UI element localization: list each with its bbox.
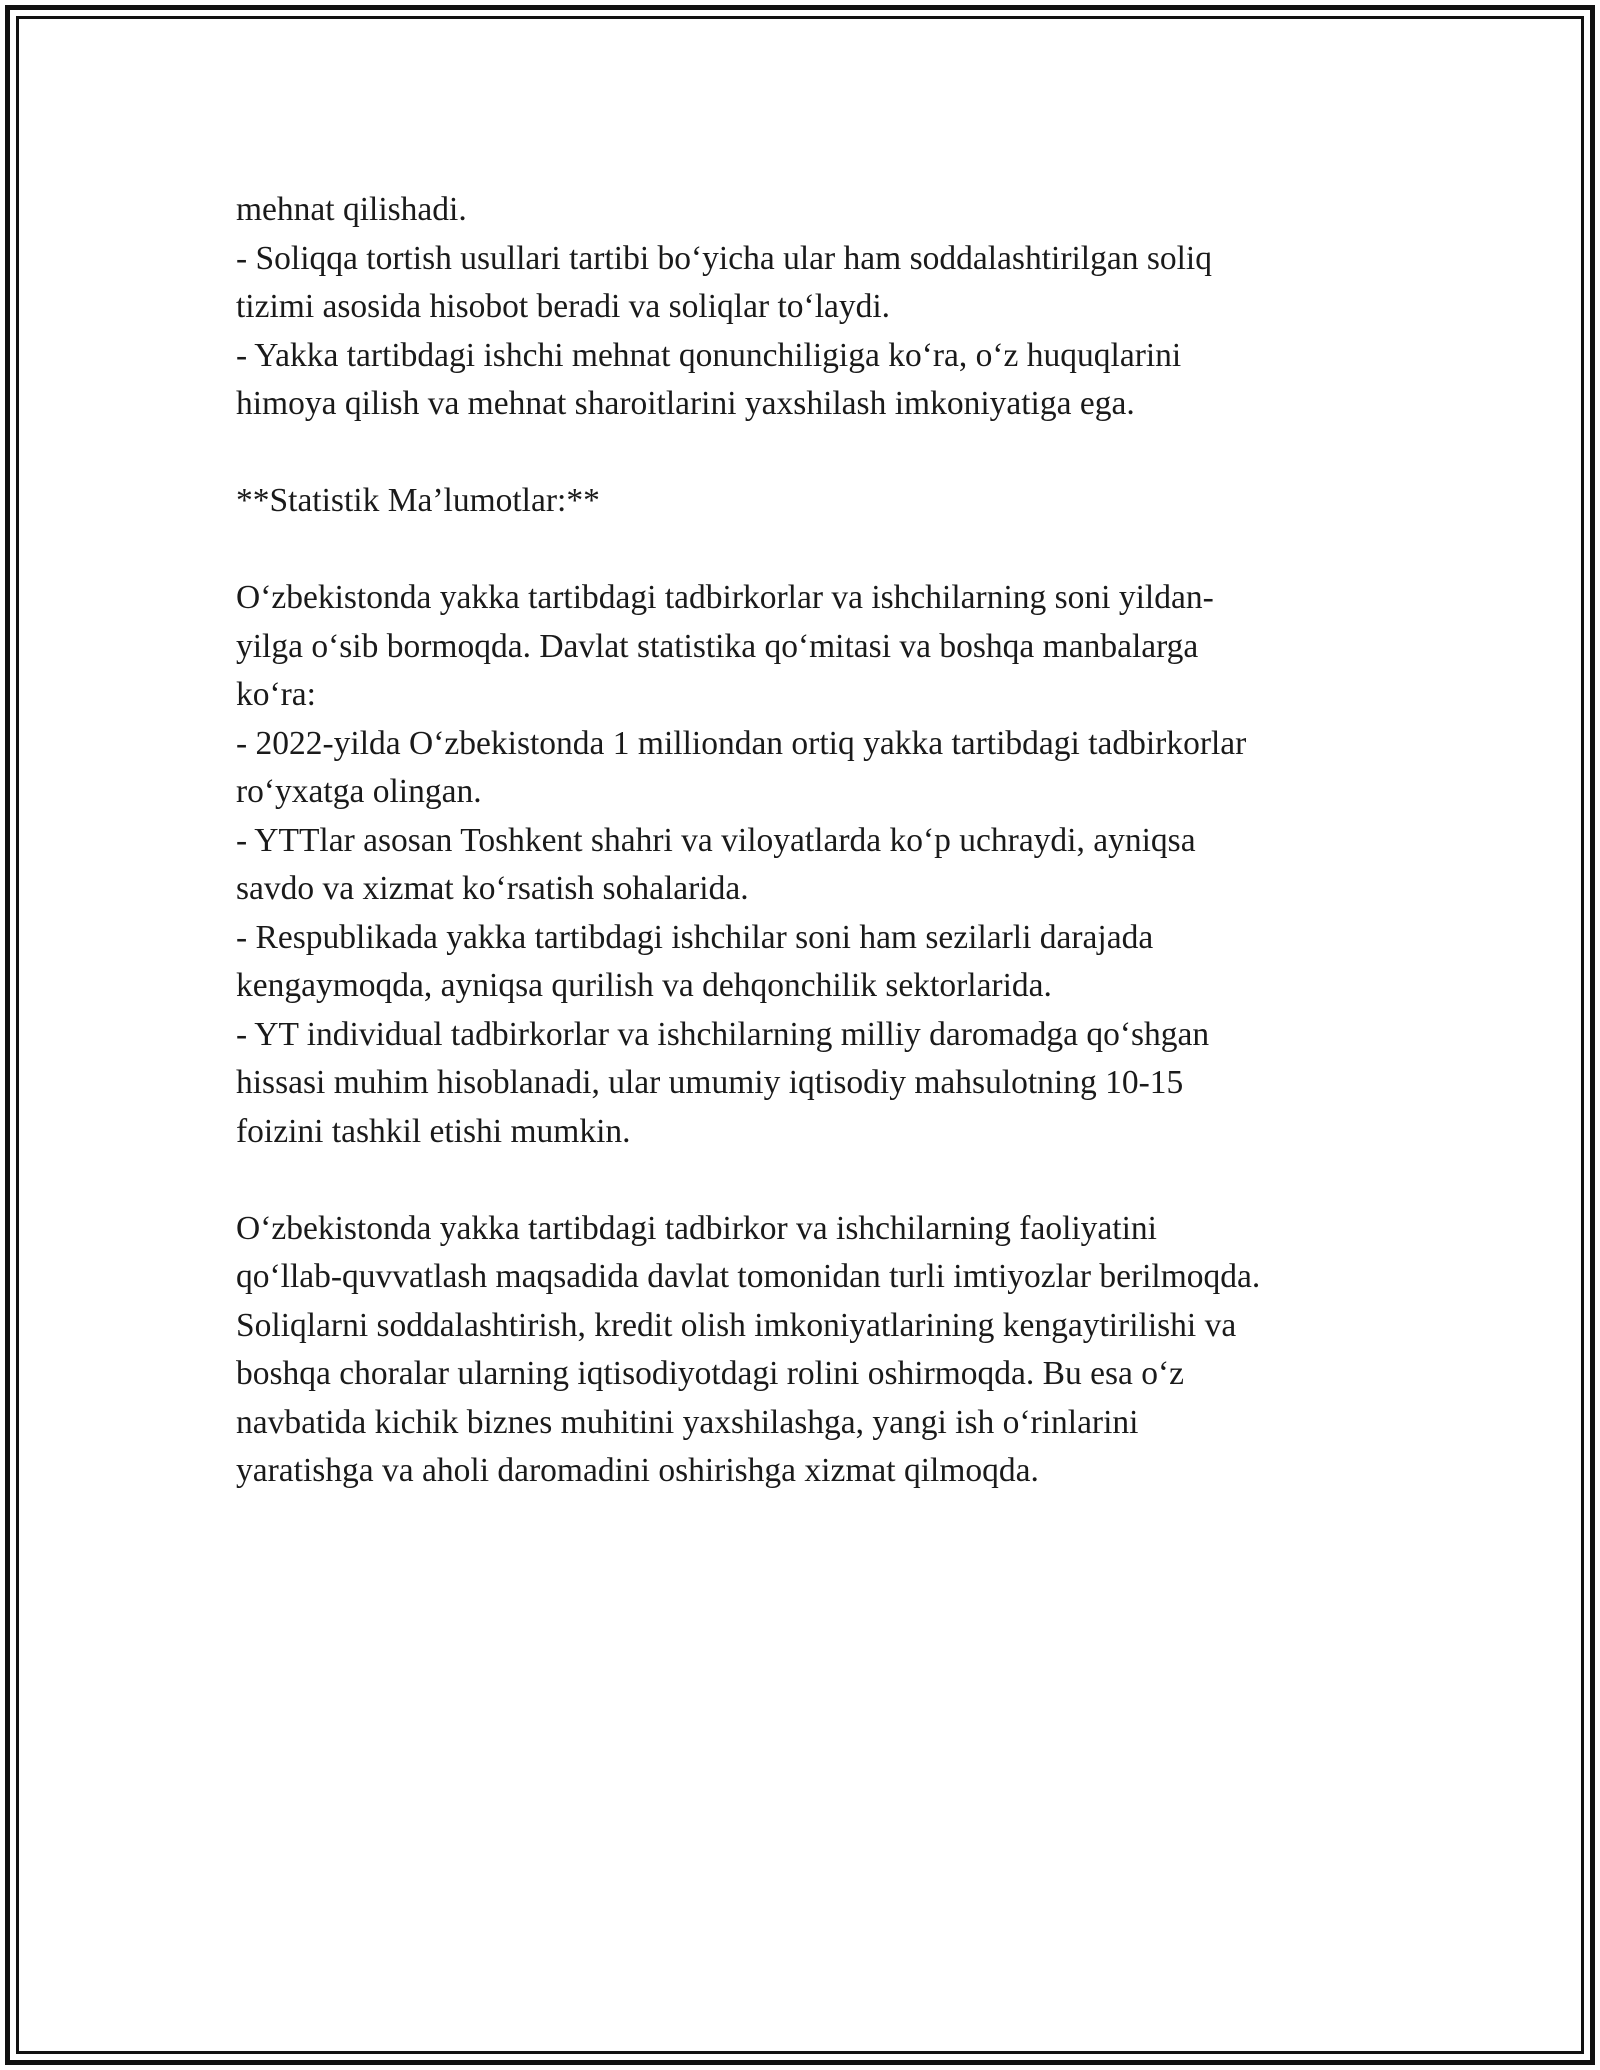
paragraph-employment-rights [236,186,1386,429]
section-heading: **Statistik Ma’lumotlar:** [236,482,600,519]
text-line: - Soliqqa tortish usullari tartibi bo‘yicha ular ham soddalashtirilgan soliq [236,239,1212,277]
paragraph-spacer [236,526,1386,575]
paragraph-conclusion [236,1205,1386,1496]
paragraph-spacer [236,1156,1386,1205]
text-line: ro‘yxatga olingan. [236,773,482,810]
text-line: - Yakka tartibdagi ishchi mehnat qonunchiligiga ko‘ra, o‘z huquqlarini [236,336,1182,374]
text-line: foizini tashkil etishi mumkin. [236,1112,631,1150]
text-line: tizimi asosida hisobot beradi va soliqlar to‘laydi. [236,288,891,325]
text-line: - YTTlar asosan Toshkent shahri va viloyatlarda ko‘p uchraydi, ayniqsa [236,821,1196,859]
text-line: savdo va xizmat ko‘rsatish sohalarida. [236,870,749,907]
text-line: himoya qilish va mehnat sharoitlarini yaxshilash imkoniyatiga ega. [236,385,1135,422]
text-line: yaratishga va aholi daromadini oshirishga xizmat qilmoqda. [236,1452,1039,1489]
paragraph-statistics [236,574,1386,1156]
text-line: boshqa choralar ularning iqtisodiyotdagi rolini oshirmoqda. Bu esa o‘z [236,1355,1185,1392]
text-line: yilga o‘sib bormoqda. Davlat statistika qo‘mitasi va boshqa manbalarga [236,627,1199,665]
text-line: navbatida kichik biznes muhitini yaxshilashga, yangi ish o‘rinlarini [236,1403,1139,1441]
document-body [236,186,1386,1496]
text-line: qo‘llab-quvvatlash maqsadida davlat tomonidan turli imtiyozlar berilmoqda. [236,1258,1261,1295]
text-line: - 2022-yilda O‘zbekistonda 1 milliondan ortiq yakka tartibdagi tadbirkorlar [236,724,1247,762]
text-line: ko‘ra: [236,676,316,713]
text-line: Soliqlarni soddalashtirish, kredit olish imkoniyatlarining kengaytirilishi va [236,1306,1237,1344]
text-line: hissasi muhim hisoblanadi, ular umumiy iqtisodiy mahsulotning 10-15 [236,1064,1184,1101]
text-line: O‘zbekistonda yakka tartibdagi tadbirkorlar va ishchilarning soni yildan- [236,579,1214,616]
text-line: mehnat qilishadi. [236,191,467,228]
paragraph-spacer [236,429,1386,478]
text-line: kengaymoqda, ayniqsa qurilish va dehqonchilik sektorlarida. [236,967,1052,1004]
text-line: O‘zbekistonda yakka tartibdagi tadbirkor va ishchilarning faoliyatini [236,1209,1157,1247]
text-line: - YT individual tadbirkorlar va ishchilarning milliy daromadga qo‘shgan [236,1015,1210,1053]
text-line: - Respublikada yakka tartibdagi ishchilar soni ham sezilarli darajada [236,918,1154,956]
